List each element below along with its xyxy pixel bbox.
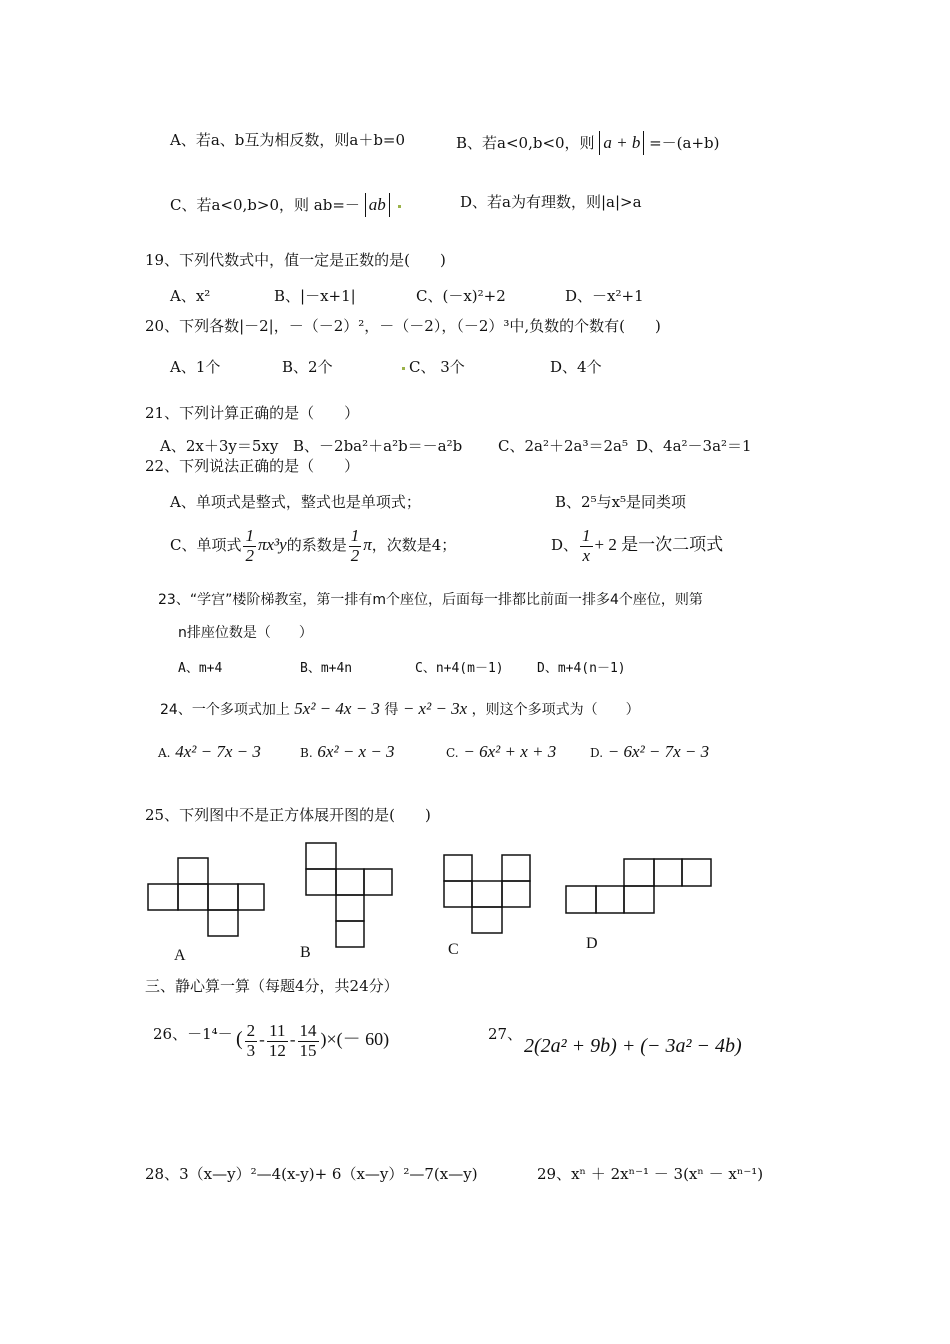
numerator: 14: [299, 1021, 317, 1040]
q20-option-c-text: C、 3个: [409, 358, 465, 376]
q19-option-a: A、x²: [170, 287, 211, 305]
q21-option-b: B、－2ba²＋a²b＝－a²b: [293, 437, 463, 455]
q24-expression-2: − x² − 3x: [402, 699, 468, 718]
q20-option-d: D、4个: [550, 358, 602, 376]
q22-stem: 22、下列说法正确的是（ ）: [145, 457, 360, 475]
q22-option-c-expression: πx³y: [257, 535, 287, 555]
q24-stem-prefix: 24、一个多项式加上: [160, 702, 290, 718]
numerator: 1: [582, 526, 591, 545]
denominator: 15: [299, 1040, 317, 1060]
q18-option-d: D、若a为有理数，则|a|>a: [460, 193, 642, 211]
q20-option-a: A、1个: [170, 358, 221, 376]
q24-stem-suffix: ，则这个多项式为（ ）: [471, 702, 640, 718]
denominator: 3: [246, 1040, 256, 1060]
q24-option-a-label: A.: [158, 746, 171, 760]
q22-option-c-suffix: ，次数是4；: [371, 536, 457, 555]
q26-tail: )×(－ 60): [320, 1029, 390, 1050]
q28-expression: 28、3（x—y）²—4(x-y)+ 6（x—y）²—7(x—y): [145, 1165, 478, 1183]
q26-expression: [236, 1022, 389, 1060]
q24-option-b-expression: 6x² − x − 3: [317, 742, 395, 761]
q22-option-c-middle: 的系数是: [286, 536, 347, 555]
q23-option-c: C、n+4(m－1): [415, 661, 504, 676]
q25-stem: 25、下列图中不是正方体展开图的是( ): [145, 806, 431, 824]
q23-stem-line1: 23、“学宫”楼阶梯教室，第一排有m个座位，后面每一排都比前面一排多4个座位，则第: [158, 592, 703, 608]
net-label-c: C: [448, 941, 459, 958]
numerator: 1: [350, 526, 360, 545]
net-b: [306, 843, 392, 947]
numerator: 11: [267, 1022, 288, 1042]
q21-option-c: C、2a²＋2a³＝2a⁵: [498, 437, 628, 455]
q22-option-b: B、2⁵与x⁵是同类项: [555, 493, 687, 511]
q27-expression: 2(2a² + 9b) + (− 3a² − 4b): [524, 1035, 742, 1057]
q22-option-c-prefix: C、单项式: [170, 536, 242, 555]
q24-option-b-label: B.: [300, 746, 313, 760]
section-3-title: 三、静心算一算（每题4分，共24分）: [145, 977, 399, 995]
net-a: [148, 858, 264, 936]
q20-option-b: B、2个: [282, 358, 333, 376]
q18-option-b-prefix: B、若a<0,b<0，则: [456, 134, 595, 152]
q26-fraction-3: [298, 1022, 319, 1060]
q23-stem-line2: n排座位数是（ ）: [178, 625, 313, 641]
q23-option-b: B、m+4n: [300, 661, 353, 676]
net-label-b: B: [300, 944, 311, 961]
q18-option-c-prefix: C、若a<0,b>0，则 ab=－: [170, 196, 360, 214]
q24-stem-middle: 得: [384, 702, 399, 718]
q22-option-a: A、单项式是整式，整式也是单项式；: [170, 493, 421, 511]
q18-option-c-abs: ab: [365, 193, 390, 217]
q18-option-a: A、若a、b互为相反数，则a＋b=0: [170, 131, 406, 149]
q19-option-d: D、－x²+1: [565, 287, 644, 305]
q24-option-a-expression: 4x² − 7x − 3: [175, 742, 261, 761]
q26-open-paren: (: [236, 1028, 243, 1051]
q22-option-c-coef: π: [363, 535, 372, 555]
q26-label: 26、－1⁴－: [153, 1025, 233, 1043]
q26-minus: -: [259, 1030, 265, 1050]
denominator: 12: [268, 1040, 286, 1060]
net-label-a: A: [174, 947, 186, 964]
q22-option-d-prefix: D、: [551, 536, 579, 555]
q19-option-c: C、(－x)²+2: [416, 287, 506, 305]
q19-stem: 19、下列代数式中，值一定是正数的是( ): [145, 251, 446, 269]
q26-minus: -: [289, 1030, 296, 1050]
numerator: 2: [246, 1021, 256, 1040]
net-d: [566, 859, 711, 913]
q23-option-a: A、m+4: [178, 661, 223, 676]
q24-option-c-label: C.: [446, 746, 459, 760]
net-label-d: D: [586, 935, 598, 952]
q18-option-b-suffix: =－(a+b): [649, 134, 720, 152]
q21-option-d: D、4a²－3a²＝1: [636, 437, 752, 455]
q26-fraction-1: [245, 1022, 258, 1060]
q24-expression-1: 5x² − 4x − 3: [294, 699, 380, 718]
net-c: [444, 855, 530, 933]
q19-option-b: B、|－x+1|: [274, 287, 356, 305]
denominator: 2: [245, 545, 254, 565]
denominator: x: [582, 545, 591, 565]
denominator: 2: [350, 545, 360, 565]
q24-option-c-expression: − 6x² + x + 3: [463, 742, 557, 761]
q29-expression: 29、xⁿ ＋ 2xⁿ⁻¹ － 3(xⁿ － xⁿ⁻¹): [537, 1165, 764, 1183]
q26-fraction-2: [267, 1022, 288, 1060]
numerator: 1: [245, 526, 254, 545]
q23-option-d: D、m+4(n－1): [537, 661, 626, 676]
q24-option-d-expression: − 6x² − 7x − 3: [607, 742, 710, 761]
q20-stem: 20、下列各数|－2|，－（－2）²，－（－2），（－2）³中,负数的个数有( ): [145, 317, 661, 335]
q27-label: 27、: [488, 1025, 523, 1043]
q21-option-a: A、2x＋3y＝5xy: [160, 437, 279, 455]
q18-option-b-abs: a + b: [599, 131, 644, 155]
q24-option-d-label: D.: [590, 746, 604, 760]
q22-option-d-suffix: + 2 是一次二项式: [594, 535, 724, 555]
q21-stem: 21、下列计算正确的是（ ）: [145, 404, 360, 422]
